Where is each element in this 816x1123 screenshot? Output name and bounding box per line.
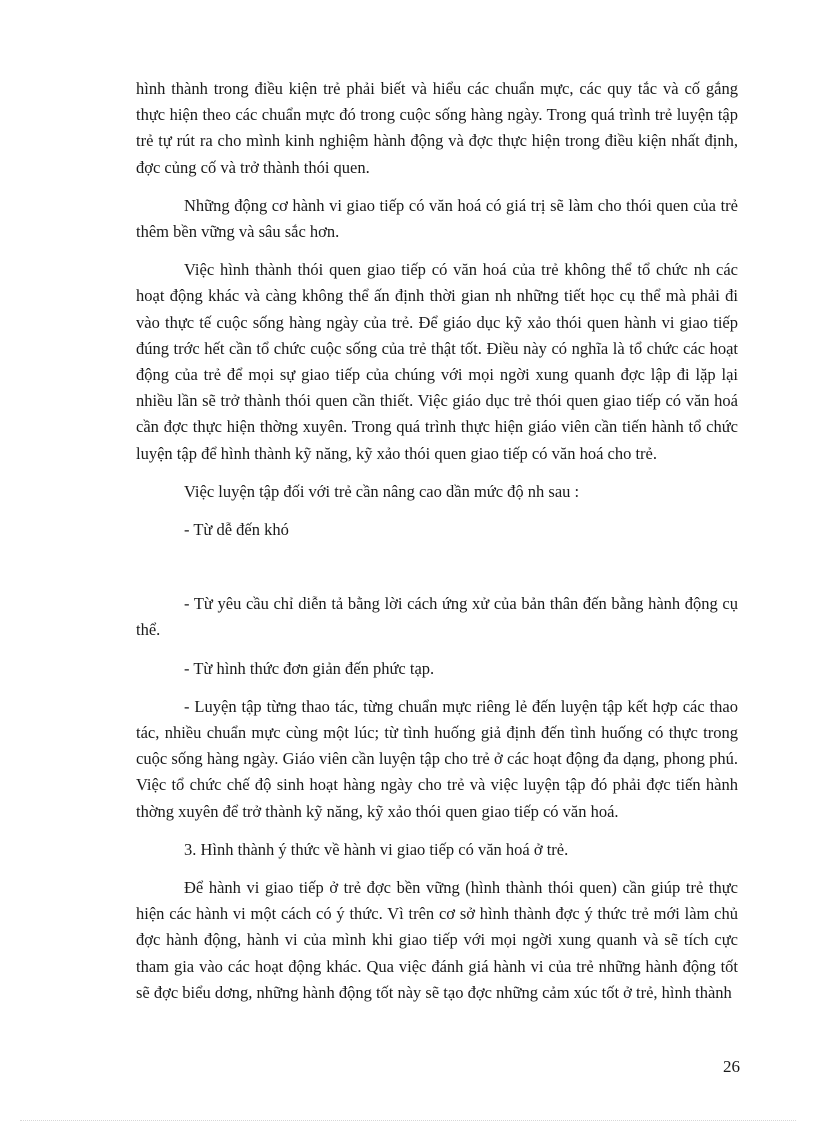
list-item-single-to-combined: - Luyện tập từng thao tác, từng chuẩn mực riêng lẻ đến luyện tập kết hợp các thao tác, nhiều chuẩn mực cùng một lúc; từ tình huống giả định đến tình huống có thực trong cuộc sống hàng ngày. Giáo viên cần luyện tập cho trẻ ở các hoạt động đa dạng, phong phú. Việc tổ chức chế độ sinh hoạt hàng ngày cho trẻ và việc luyện tập đó phải đợc tiến hành thờng xuyên để trở thành kỹ năng, kỹ xảo thói quen giao tiếp có văn hoá. bbox=[136, 696, 738, 821]
page-number: 26 bbox=[723, 1057, 740, 1076]
list-item-words-to-actions: - Từ yêu cầu chỉ diễn tả bằng lời cách ứng xử của bản thân đến bằng hành động cụ thể. bbox=[136, 594, 738, 640]
paragraph-continuation: hình thành trong điều kiện trẻ phải biết và hiểu các chuẩn mực, các quy tắc và cố gắng thực hiện theo các chuẩn mực đó trong cuộc sống hàng ngày. Trong quá trình trẻ luyện tập trẻ tự rút ra cho mình kinh nghiệm hành động và đợc thực hiện trong điều kiện nhất định, đợc củng cố và trở thành thói quen. bbox=[136, 79, 738, 177]
list-item-simple-to-complex: - Từ hình thức đơn giản đến phức tạp. bbox=[184, 658, 435, 678]
section-heading-3: 3. Hình thành ý thức về hành vi giao tiếp có văn hoá ở trẻ. bbox=[184, 839, 569, 859]
footer-divider bbox=[20, 1120, 796, 1121]
list-item-easy-to-hard: - Từ dễ đến khó bbox=[184, 520, 289, 540]
paragraph-practice-intro: Việc luyện tập đối với trẻ cần nâng cao dần mức độ nh sau : bbox=[184, 481, 580, 501]
paragraph-awareness: Để hành vi giao tiếp ở trẻ đợc bền vững (hình thành thói quen) cần giúp trẻ thực hiện các hành vi một cách có ý thức. Vì trên cơ sở hình thành đợc ý thức trẻ mới làm chủ đợc hành động, hành vi của mình khi giao tiếp với mọi ngời xung quanh và sẽ tích cực tham gia vào các hoạt động khác. Qua việc đánh giá hành vi của trẻ những hành động tốt sẽ đợc biểu dơng, những hành động tốt này sẽ tạo đợc những cảm xúc tốt ở trẻ, hình thành bbox=[136, 878, 738, 1002]
paragraph-habit-formation: Việc hình thành thói quen giao tiếp có văn hoá của trẻ không thể tổ chức nh các hoạt động khác và càng không thể ấn định thời gian nh những tiết học cụ thể mà phải đi vào thực tế cuộc sống hàng ngày của trẻ. Để giáo dục kỹ xảo thói quen hành vi giao tiếp đúng trớc hết cần tổ chức cuộc sống của trẻ thật tốt. Điều này có nghĩa là tổ chức các hoạt động của trẻ để mọi sự giao tiếp của chúng với mọi ngời xung quanh đợc lập đi lặp lại nhiều lần sẽ trở thành thói quen cần thiết. Việc giáo dục trẻ thói quen giao tiếp có văn hoá cần đợc thực hiện thờng xuyên. Trong quá trình thực hiện giáo viên cần tiến hành tổ chức luyện tập để hình thành kỹ năng, kỹ xảo thói quen giao tiếp có văn hoá cho trẻ. bbox=[136, 260, 738, 463]
page-body bbox=[136, 76, 738, 1018]
paragraph-motives: Những động cơ hành vi giao tiếp có văn hoá có giá trị sẽ làm cho thói quen của trẻ thêm bền vững và sâu sắc hơn. bbox=[136, 195, 738, 242]
